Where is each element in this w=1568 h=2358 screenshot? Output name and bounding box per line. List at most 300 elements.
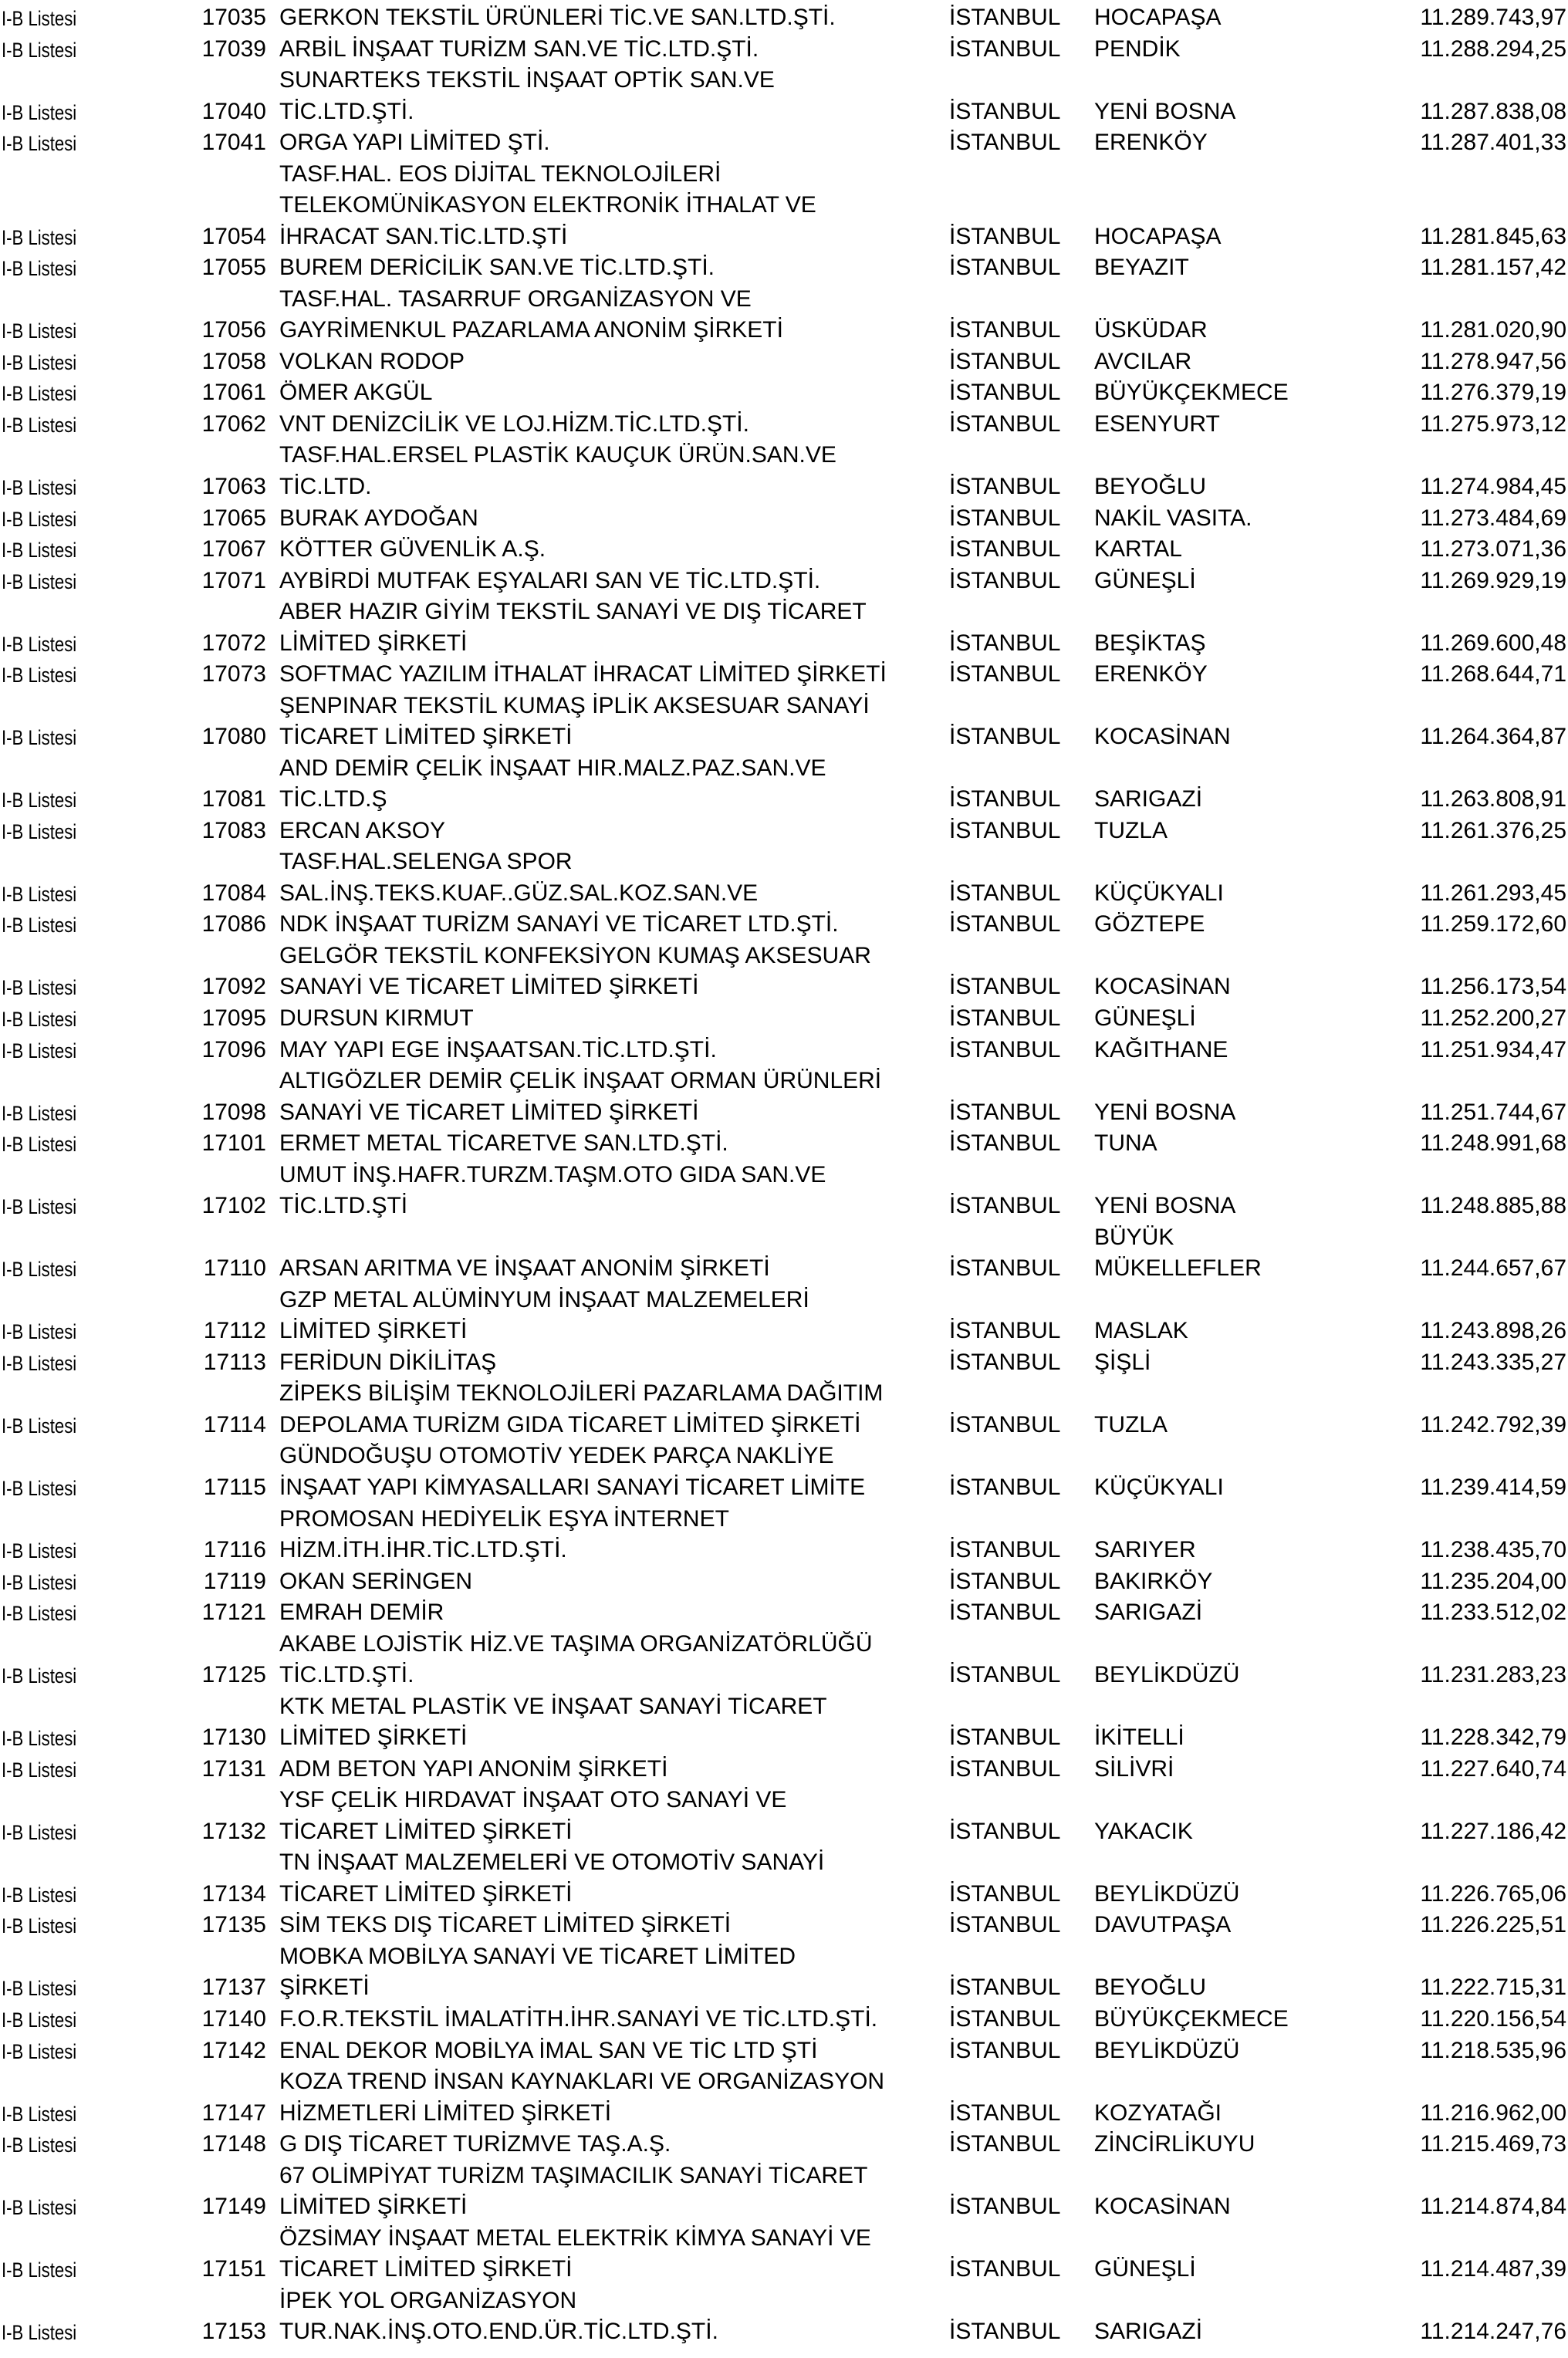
district-cell: KARTAL [1094, 536, 1182, 562]
row-number-cell: 17061 [201, 380, 266, 406]
list-label-cell: I-B Listesi [2, 819, 77, 843]
city-cell: İSTANBUL [949, 1130, 1061, 1157]
row-number-cell: 17071 [201, 567, 266, 593]
amount-cell: 11.289.743,97 [1420, 5, 1566, 30]
district-cell: BEYOĞLU [1094, 473, 1207, 499]
city-cell: İSTANBUL [949, 380, 1061, 406]
table-row [0, 724, 1568, 755]
city-cell: İSTANBUL [949, 1411, 1061, 1437]
company-name-cell: ERMET METAL TİCARETVE SAN.LTD.ŞTİ. [279, 1130, 728, 1157]
table-row [0, 380, 1568, 411]
list-label-cell: I-B Listesi [2, 1883, 77, 1907]
city-cell: İSTANBUL [949, 2100, 1061, 2126]
row-number-cell: 17067 [201, 536, 266, 562]
amount-cell: 11.214.487,39 [1420, 2256, 1566, 2282]
company-name-cell: VOLKAN RODOP [279, 348, 465, 374]
list-label-cell: I-B Listesi [2, 1008, 77, 1031]
table-row [0, 849, 1568, 880]
company-name-cell: HİZMETLERİ LİMİTED ŞİRKETİ [279, 2100, 612, 2126]
table-row [0, 2163, 1568, 2194]
company-name-cell: ŞENPINAR TEKSTİL KUMAŞ İPLİK AKSESUAR SANAYİ [279, 692, 870, 718]
amount-cell: 11.238.435,70 [1420, 1537, 1566, 1563]
row-number-cell: 17119 [203, 1568, 266, 1594]
city-cell: İSTANBUL [949, 1318, 1061, 1344]
table-row [0, 1975, 1568, 2006]
company-name-cell: OKAN SERİNGEN [279, 1568, 473, 1594]
company-name-cell: TUR.NAK.İNŞ.OTO.END.ÜR.TİC.LTD.ŞTİ. [279, 2319, 718, 2345]
amount-cell: 11.252.200,27 [1420, 1005, 1566, 1031]
row-number-cell: 17131 [201, 1755, 266, 1782]
city-cell: İSTANBUL [949, 1349, 1061, 1375]
table-row [0, 1475, 1568, 1506]
list-label-cell: I-B Listesi [2, 882, 77, 906]
district-cell: BÜYÜKÇEKMECE [1094, 380, 1289, 406]
list-label-cell: I-B Listesi [2, 1977, 77, 2001]
district-cell: YAKACIK [1094, 1818, 1193, 1844]
row-number-cell: 17080 [201, 724, 266, 750]
row-number-cell: 17142 [201, 2037, 266, 2063]
row-number-cell: 17095 [201, 1005, 266, 1031]
list-label-cell: I-B Listesi [2, 914, 77, 937]
row-number-cell: 17134 [201, 1880, 266, 1907]
city-cell: İSTANBUL [949, 2256, 1061, 2282]
table-row [0, 1380, 1568, 1412]
company-name-cell: SANAYİ VE TİCARET LİMİTED ŞİRKETİ [279, 974, 699, 1000]
row-number-cell: 17112 [203, 1318, 266, 1344]
company-name-cell: BUREM DERİCİLİK SAN.VE TİC.LTD.ŞTİ. [279, 255, 715, 281]
city-cell: İSTANBUL [949, 1975, 1061, 2001]
table-row [0, 2038, 1568, 2069]
company-name-cell: İPEK YOL ORGANİZASYON [279, 2287, 577, 2313]
row-number-cell: 17137 [201, 1975, 266, 2001]
table-row [0, 505, 1568, 537]
list-label-cell: I-B Listesi [2, 539, 77, 562]
district-cell: KOCASİNAN [1094, 2194, 1231, 2220]
table-row [0, 2319, 1568, 2350]
company-name-cell: YSF ÇELİK HIRDAVAT İNŞAAT OTO SANAYİ VE [279, 1787, 787, 1813]
city-cell: İSTANBUL [949, 35, 1061, 62]
company-name-cell: G DIŞ TİCARET TURİZMVE TAŞ.A.Ş. [279, 2131, 671, 2157]
list-label-cell: I-B Listesi [2, 632, 77, 656]
district-cell: GÜNEŞLİ [1094, 567, 1196, 593]
list-label-cell: I-B Listesi [2, 1758, 77, 1782]
list-label-cell: I-B Listesi [2, 1320, 77, 1344]
district-cell: ZİNCİRLİKUYU [1094, 2131, 1255, 2157]
table-row [0, 1819, 1568, 1850]
city-cell: İSTANBUL [949, 2194, 1061, 2220]
table-row [0, 99, 1568, 130]
table-row [0, 1100, 1568, 1131]
list-label-cell: I-B Listesi [2, 2102, 77, 2126]
company-name-cell: BURAK AYDOĞAN [279, 505, 478, 531]
company-name-cell: ARSAN ARITMA VE İNŞAAT ANONİM ŞİRKETİ [279, 1255, 770, 1282]
table-row [0, 192, 1568, 224]
list-label-cell: I-B Listesi [2, 1727, 77, 1751]
table-row [0, 1787, 1568, 1819]
table-row [0, 1569, 1568, 1600]
amount-cell: 11.281.157,42 [1420, 255, 1566, 281]
company-name-cell: SAL.İNŞ.TEKS.KUAF..GÜZ.SAL.KOZ.SAN.VE [279, 880, 759, 906]
district-cell: İKİTELLİ [1094, 1725, 1184, 1751]
row-number-cell: 17101 [201, 1130, 266, 1157]
amount-cell: 11.273.071,36 [1420, 536, 1566, 562]
list-label-cell: I-B Listesi [2, 7, 77, 30]
district-cell: SARIGAZİ [1094, 786, 1203, 812]
row-number-cell: 17151 [201, 2256, 266, 2282]
city-cell: İSTANBUL [949, 1537, 1061, 1563]
amount-cell: 11.226.225,51 [1420, 1912, 1566, 1938]
list-label-cell: I-B Listesi [2, 1570, 77, 1594]
table-row [0, 255, 1568, 286]
table-row [0, 1506, 1568, 1538]
district-cell: GÜNEŞLİ [1094, 1005, 1196, 1031]
city-cell: İSTANBUL [949, 817, 1061, 843]
table-row [0, 1600, 1568, 1631]
amount-cell: 11.233.512,02 [1420, 1600, 1566, 1626]
company-name-cell: AYBİRDİ MUTFAK EŞYALARI SAN VE TİC.LTD.ŞTİ. [279, 567, 821, 593]
company-name-cell: ABER HAZIR GİYİM TEKSTİL SANAYİ VE DIŞ TİCARET [279, 599, 867, 625]
list-label-cell: I-B Listesi [2, 2039, 77, 2063]
list-label-cell: I-B Listesi [2, 1039, 77, 1062]
table-row [0, 536, 1568, 568]
row-number-cell: 17147 [201, 2100, 266, 2126]
row-number-cell: 17083 [201, 817, 266, 843]
table-row [0, 1130, 1568, 1162]
list-label-cell: I-B Listesi [2, 38, 77, 62]
table-row [0, 1193, 1568, 1225]
company-name-cell: GÜNDOĞUŞU OTOMOTİV YEDEK PARÇA NAKLİYE [279, 1443, 834, 1469]
district-cell: GÖZTEPE [1094, 911, 1205, 937]
table-row [0, 1037, 1568, 1069]
district-cell: ESENYURT [1094, 410, 1220, 437]
table-row [0, 411, 1568, 443]
city-cell: İSTANBUL [949, 880, 1061, 906]
company-name-cell: ENAL DEKOR MOBİLYA İMAL SAN VE TİC LTD ŞTİ [279, 2037, 818, 2063]
list-label-cell: I-B Listesi [2, 319, 77, 343]
amount-cell: 11.256.173,54 [1420, 974, 1566, 1000]
table-row [0, 1412, 1568, 1444]
company-name-cell: TİCARET LİMİTED ŞİRKETİ [279, 2256, 573, 2282]
amount-cell: 11.244.657,67 [1420, 1255, 1566, 1282]
company-name-cell: SİM TEKS DIŞ TİCARET LİMİTED ŞİRKETİ [279, 1912, 732, 1938]
list-label-cell: I-B Listesi [2, 382, 77, 406]
table-row [0, 786, 1568, 818]
district-cell: BEYLİKDÜZÜ [1094, 1880, 1240, 1907]
list-label-cell: I-B Listesi [2, 1133, 77, 1157]
city-cell: İSTANBUL [949, 1036, 1061, 1062]
row-number-cell: 17058 [201, 348, 266, 374]
city-cell: İSTANBUL [949, 786, 1061, 812]
district-cell: AVCILAR [1094, 348, 1192, 374]
list-label-cell: I-B Listesi [2, 1539, 77, 1563]
row-number-cell: 17132 [201, 1818, 266, 1844]
row-number-cell: 17081 [201, 786, 266, 812]
amount-cell: 11.269.600,48 [1420, 630, 1566, 656]
table-row [0, 1881, 1568, 1913]
amount-cell: 11.287.401,33 [1420, 130, 1566, 156]
row-number-cell: 17153 [201, 2319, 266, 2345]
table-row [0, 2194, 1568, 2225]
company-name-cell: TİCARET LİMİTED ŞİRKETİ [279, 1818, 573, 1844]
district-cell: SARIGAZİ [1094, 2319, 1203, 2345]
city-cell: İSTANBUL [949, 2319, 1061, 2345]
table-row [0, 1225, 1568, 1256]
amount-cell: 11.269.929,19 [1420, 567, 1566, 593]
row-number-cell: 17115 [203, 1474, 266, 1500]
amount-cell: 11.281.020,90 [1420, 317, 1566, 343]
table-row [0, 161, 1568, 193]
row-number-cell: 17096 [201, 1036, 266, 1062]
list-label-cell: I-B Listesi [2, 1664, 77, 1688]
city-cell: İSTANBUL [949, 1255, 1061, 1282]
district-cell: BÜYÜKÇEKMECE [1094, 2006, 1289, 2032]
district-cell: KÜÇÜKYALI [1094, 880, 1224, 906]
list-label-cell: I-B Listesi [2, 976, 77, 1000]
table-row [0, 1005, 1568, 1037]
row-number-cell: 17140 [201, 2006, 266, 2032]
city-cell: İSTANBUL [949, 1662, 1061, 1688]
row-number-cell: 17125 [201, 1662, 266, 1688]
company-name-cell: KTK METAL PLASTİK VE İNŞAAT SANAYİ TİCARET [279, 1693, 827, 1719]
row-number-cell: 17039 [201, 35, 266, 62]
list-label-cell: I-B Listesi [2, 2196, 77, 2220]
row-number-cell: 17072 [201, 630, 266, 656]
list-label-cell: I-B Listesi [2, 726, 77, 750]
company-name-cell: TİC.LTD.ŞTİ. [279, 98, 414, 124]
table-row [0, 2100, 1568, 2132]
table-row [0, 442, 1568, 474]
amount-cell: 11.275.973,12 [1420, 410, 1566, 437]
row-number-cell: 17114 [203, 1411, 266, 1437]
city-cell: İSTANBUL [949, 911, 1061, 937]
company-name-cell: LİMİTED ŞİRKETİ [279, 1318, 468, 1344]
table-row [0, 1756, 1568, 1788]
company-name-cell: TİC.LTD.ŞTİ [279, 1193, 408, 1219]
city-cell: İSTANBUL [949, 223, 1061, 249]
city-cell: İSTANBUL [949, 1725, 1061, 1751]
table-row [0, 1318, 1568, 1350]
company-name-cell: AKABE LOJİSTİK HİZ.VE TAŞIMA ORGANİZATÖRLÜĞÜ [279, 1630, 873, 1657]
list-label-cell: I-B Listesi [2, 789, 77, 812]
city-cell: İSTANBUL [949, 1755, 1061, 1782]
company-name-cell: GERKON TEKSTİL ÜRÜNLERİ TİC.VE SAN.LTD.ŞTİ. [279, 5, 836, 30]
amount-cell: 11.248.885,88 [1420, 1193, 1566, 1219]
list-label-cell: I-B Listesi [2, 569, 77, 593]
city-cell: İSTANBUL [949, 5, 1061, 30]
amount-cell: 11.231.283,23 [1420, 1662, 1566, 1688]
table-row [0, 755, 1568, 787]
list-label-cell: I-B Listesi [2, 1476, 77, 1500]
row-number-cell: 17040 [201, 98, 266, 124]
city-cell: İSTANBUL [949, 974, 1061, 1000]
row-number-cell: 17056 [201, 317, 266, 343]
district-cell: HOCAPAŞA [1094, 5, 1222, 30]
amount-cell: 11.235.204,00 [1420, 1568, 1566, 1594]
table-row [0, 1725, 1568, 1756]
company-name-cell: ÖMER AKGÜL [279, 380, 433, 406]
amount-cell: 11.251.934,47 [1420, 1036, 1566, 1062]
company-name-cell: ADM BETON YAPI ANONİM ŞİRKETİ [279, 1755, 668, 1782]
list-label-cell: I-B Listesi [2, 132, 77, 156]
company-name-cell: TASF.HAL.ERSEL PLASTİK KAUÇUK ÜRÜN.SAN.VE [279, 442, 836, 468]
company-name-cell: LİMİTED ŞİRKETİ [279, 1725, 468, 1751]
city-cell: İSTANBUL [949, 505, 1061, 531]
city-cell: İSTANBUL [949, 255, 1061, 281]
district-cell: ERENKÖY [1094, 661, 1208, 687]
company-name-cell: ŞİRKETİ [279, 1975, 370, 2001]
list-label-cell: I-B Listesi [2, 2133, 77, 2157]
company-name-cell: UMUT İNŞ.HAFR.TURZM.TAŞM.OTO GIDA SAN.VE [279, 1161, 826, 1187]
amount-cell: 11.264.364,87 [1420, 724, 1566, 750]
table-row [0, 974, 1568, 1005]
company-name-cell: AND DEMİR ÇELİK İNŞAAT HIR.MALZ.PAZ.SAN.VE [279, 755, 826, 781]
company-name-cell: ERCAN AKSOY [279, 817, 446, 843]
company-name-cell: EMRAH DEMİR [279, 1600, 444, 1626]
company-name-cell: TİCARET LİMİTED ŞİRKETİ [279, 1880, 573, 1907]
row-number-cell: 17102 [201, 1193, 266, 1219]
district-cell: MASLAK [1094, 1318, 1188, 1344]
amount-cell: 11.281.845,63 [1420, 223, 1566, 249]
table-row [0, 1287, 1568, 1319]
district-cell: TUZLA [1094, 817, 1168, 843]
row-number-cell: 17148 [201, 2131, 266, 2157]
district-cell: SARIGAZİ [1094, 1600, 1203, 1626]
city-cell: İSTANBUL [949, 1818, 1061, 1844]
amount-cell: 11.215.469,73 [1420, 2131, 1566, 2157]
company-name-cell: F.O.R.TEKSTİL İMALATİTH.İHR.SANAYİ VE TİC.LTD.ŞTİ. [279, 2006, 878, 2032]
list-label-cell: I-B Listesi [2, 1414, 77, 1437]
list-label-cell: I-B Listesi [2, 475, 77, 499]
table-row [0, 599, 1568, 630]
table-row [0, 880, 1568, 912]
city-cell: İSTANBUL [949, 473, 1061, 499]
amount-cell: 11.251.744,67 [1420, 1099, 1566, 1125]
table-row [0, 943, 1568, 975]
company-name-cell: ARBİL İNŞAAT TURİZM SAN.VE TİC.LTD.ŞTİ. [279, 35, 759, 62]
amount-cell: 11.216.962,00 [1420, 2100, 1566, 2126]
district-cell: HOCAPAŞA [1094, 223, 1222, 249]
company-name-cell: KÖTTER GÜVENLİK A.Ş. [279, 536, 546, 562]
company-name-cell: ÖZSİMAY İNŞAAT METAL ELEKTRİK KİMYA SANAYİ VE [279, 2225, 871, 2251]
table-row [0, 2006, 1568, 2038]
company-name-cell: SOFTMAC YAZILIM İTHALAT İHRACAT LİMİTED ŞİRKETİ [279, 661, 887, 687]
district-cell: TUNA [1094, 1130, 1157, 1157]
company-name-cell: NDK İNŞAAT TURİZM SANAYİ VE TİCARET LTD.ŞTİ. [279, 911, 839, 937]
company-name-cell: KOZA TREND İNSAN KAYNAKLARI VE ORGANİZASYON [279, 2069, 885, 2095]
amount-cell: 11.288.294,25 [1420, 35, 1566, 62]
table-row [0, 1944, 1568, 1975]
table-row [0, 1537, 1568, 1569]
list-label-cell: I-B Listesi [2, 1351, 77, 1375]
table-row [0, 1443, 1568, 1475]
table-row [0, 818, 1568, 850]
table-row [0, 2256, 1568, 2288]
district-cell: BEYLİKDÜZÜ [1094, 1662, 1240, 1688]
list-label-cell: I-B Listesi [2, 664, 77, 687]
list-label-cell: I-B Listesi [2, 413, 77, 437]
table-row [0, 2069, 1568, 2100]
row-number-cell: 17035 [201, 5, 266, 30]
table-row [0, 1662, 1568, 1694]
row-number-cell: 17073 [201, 661, 266, 687]
company-name-cell: TN İNŞAAT MALZEMELERİ VE OTOMOTİV SANAYİ [279, 1850, 825, 1876]
district-cell: ŞİŞLİ [1094, 1349, 1151, 1375]
row-number-cell: 17113 [203, 1349, 266, 1375]
table-row [0, 568, 1568, 600]
amount-cell: 11.243.335,27 [1420, 1349, 1566, 1375]
row-number-cell: 17041 [201, 130, 266, 156]
company-name-cell: LİMİTED ŞİRKETİ [279, 630, 468, 656]
table-row [0, 2131, 1568, 2163]
amount-cell: 11.226.765,06 [1420, 1880, 1566, 1907]
amount-cell: 11.259.172,60 [1420, 911, 1566, 937]
list-label-cell: I-B Listesi [2, 257, 77, 281]
row-number-cell: 17065 [201, 505, 266, 531]
district-cell: KÜÇÜKYALI [1094, 1474, 1224, 1500]
amount-cell: 11.278.947,56 [1420, 348, 1566, 374]
list-label-cell: I-B Listesi [2, 507, 77, 531]
amount-cell: 11.274.984,45 [1420, 473, 1566, 499]
amount-cell: 11.248.991,68 [1420, 1130, 1566, 1157]
district-cell: GÜNEŞLİ [1094, 2256, 1196, 2282]
city-cell: İSTANBUL [949, 1600, 1061, 1626]
city-cell: İSTANBUL [949, 348, 1061, 374]
amount-cell: 11.228.342,79 [1420, 1725, 1566, 1751]
company-name-cell: SANAYİ VE TİCARET LİMİTED ŞİRKETİ [279, 1099, 699, 1125]
company-name-cell: TİC.LTD.Ş [279, 786, 387, 812]
amount-cell: 11.287.838,08 [1420, 98, 1566, 124]
company-name-cell: ALTIGÖZLER DEMİR ÇELİK İNŞAAT ORMAN ÜRÜNLERİ [279, 1068, 882, 1094]
company-name-cell: GZP METAL ALÜMİNYUM İNŞAAT MALZEMELERİ [279, 1286, 809, 1312]
district-cell: PENDİK [1094, 35, 1181, 62]
table-row [0, 1350, 1568, 1381]
list-label-cell: I-B Listesi [2, 2008, 77, 2032]
table-row [0, 67, 1568, 99]
amount-cell: 11.276.379,19 [1420, 380, 1566, 406]
city-cell: İSTANBUL [949, 536, 1061, 562]
list-label-cell: I-B Listesi [2, 1195, 77, 1219]
table-row [0, 1850, 1568, 1881]
company-name-cell: DEPOLAMA TURİZM GIDA TİCARET LİMİTED ŞİRKETİ [279, 1411, 861, 1437]
list-label-cell: I-B Listesi [2, 100, 77, 124]
table-row [0, 130, 1568, 161]
list-label-cell: I-B Listesi [2, 1101, 77, 1125]
district-cell: KOZYATAĞI [1094, 2100, 1222, 2126]
company-name-cell: LİMİTED ŞİRKETİ [279, 2194, 468, 2220]
amount-cell: 11.220.156,54 [1420, 2006, 1566, 2032]
table-row [0, 661, 1568, 693]
amount-cell: 11.227.640,74 [1420, 1755, 1566, 1782]
list-label-cell: I-B Listesi [2, 2321, 77, 2345]
city-cell: İSTANBUL [949, 661, 1061, 687]
row-number-cell: 17055 [201, 255, 266, 281]
company-name-cell: HİZM.İTH.İHR.TİC.LTD.ŞTİ. [279, 1537, 567, 1563]
list-label-cell: I-B Listesi [2, 1602, 77, 1626]
table-row [0, 474, 1568, 505]
row-number-cell: 17062 [201, 410, 266, 437]
list-label-cell: I-B Listesi [2, 2258, 77, 2282]
amount-cell: 11.222.715,31 [1420, 1975, 1566, 2001]
district-cell: ERENKÖY [1094, 130, 1208, 156]
district-cell: TUZLA [1094, 1411, 1168, 1437]
city-cell: İSTANBUL [949, 2131, 1061, 2157]
company-name-cell: SUNARTEKS TEKSTİL İNŞAAT OPTİK SAN.VE [279, 67, 775, 93]
amount-cell: 11.214.247,76 [1420, 2319, 1566, 2345]
amount-cell: 11.263.808,91 [1420, 786, 1566, 812]
table-row [0, 1068, 1568, 1100]
company-name-cell: PROMOSAN HEDİYELİK EŞYA İNTERNET [279, 1505, 729, 1532]
company-name-cell: MOBKA MOBİLYA SANAYİ VE TİCARET LİMİTED [279, 1943, 796, 1969]
